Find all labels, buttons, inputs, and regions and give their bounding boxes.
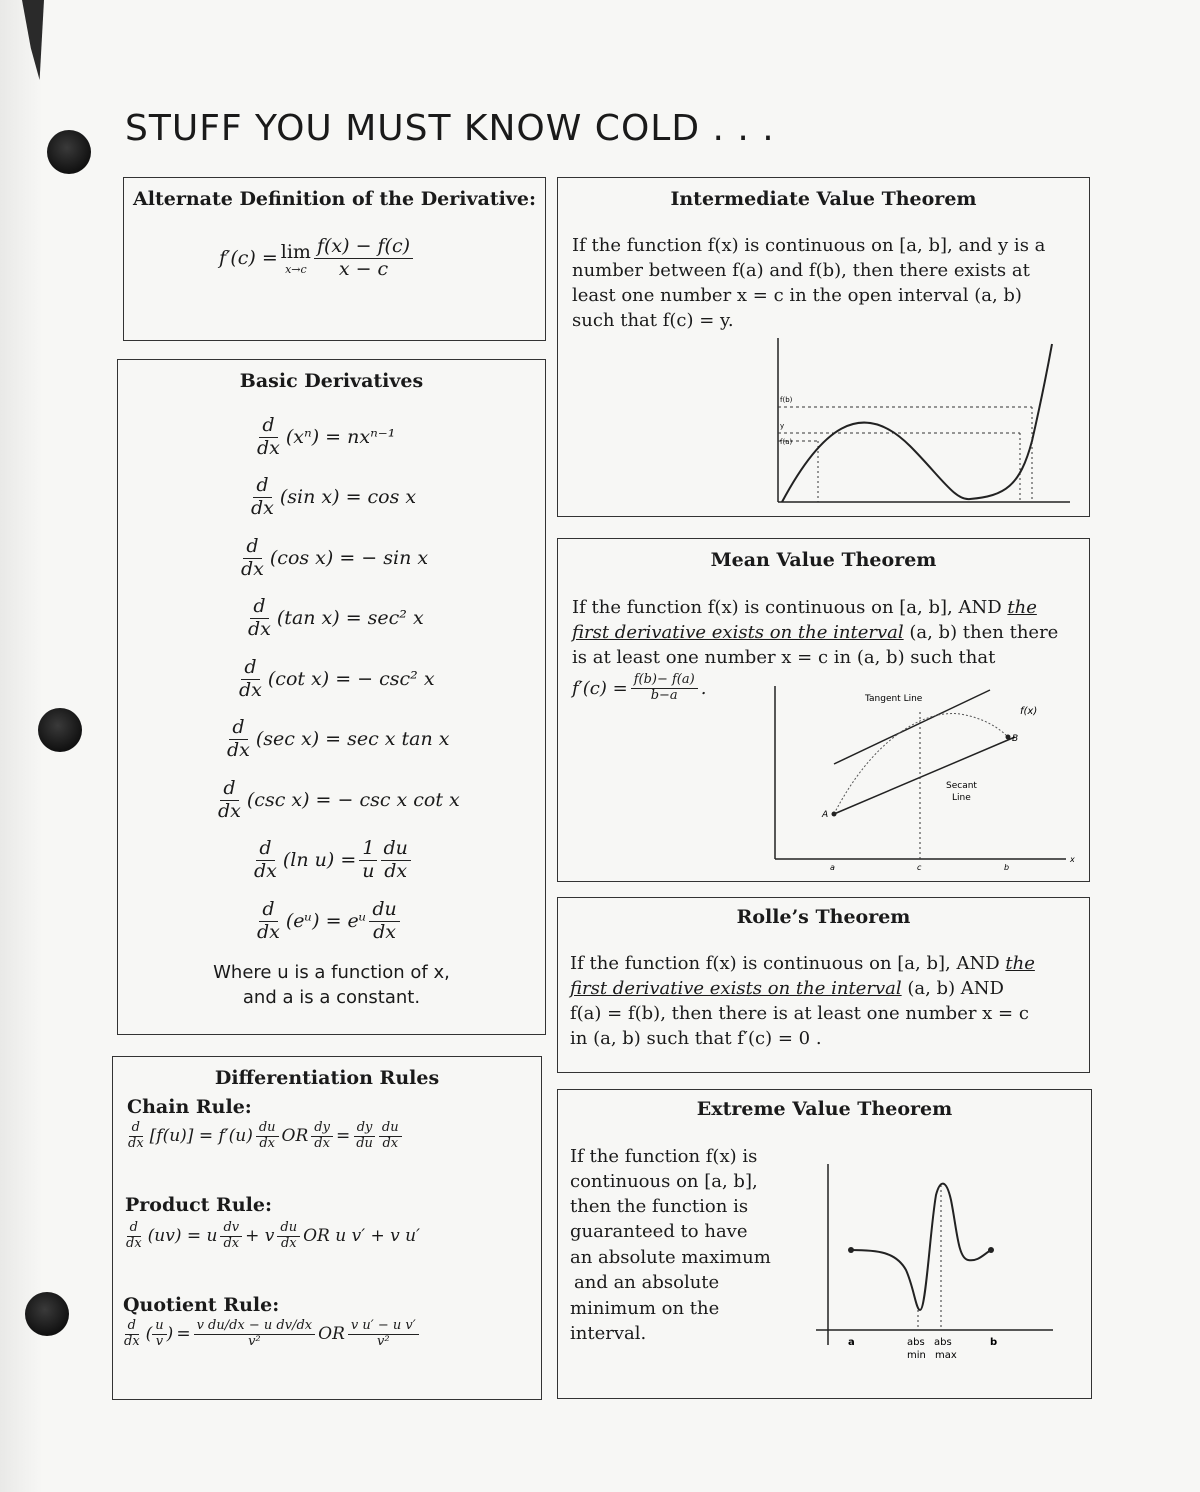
rolle-line-3: f(a) = f(b), then there is at least one number x = c xyxy=(570,1003,1029,1024)
diff-rules-box xyxy=(112,1056,542,1400)
lim-operator xyxy=(281,241,311,276)
deriv-power: $\frac{d}{dx}$ (xⁿ) = nxⁿ⁻¹ xyxy=(257,414,396,459)
secant-label-2: Line xyxy=(952,793,971,803)
evt-a-label: a xyxy=(848,1337,855,1348)
rolle-box xyxy=(557,897,1090,1073)
punch-hole-top xyxy=(47,130,91,174)
evt-line-3: then the function is xyxy=(570,1196,749,1217)
deriv-cot: $\frac{d}{dx}$ (cot x) = − csc² x xyxy=(239,656,435,701)
diff-rules-heading: Differentiation Rules xyxy=(214,1067,440,1089)
lim-subscript: x→c xyxy=(285,262,307,276)
mvt-line-2: first derivative exists on the interval (a, b) then there xyxy=(572,622,1059,643)
ivt-line-2: number between f(a) and f(b), then there exists at xyxy=(572,260,1030,281)
deriv-cos: $\frac{d}{dx}$ (cos x) = − sin x xyxy=(241,535,429,580)
basic-note-1: Where u is a function of x, xyxy=(213,962,450,983)
mvt-x-label: x xyxy=(1070,855,1075,864)
ivt-line-1: If the function f(x) is continuous on [a, b], and y is a xyxy=(572,235,1046,256)
alt-definition-heading: Alternate Definition of the Derivative: xyxy=(133,188,536,210)
mvt-box xyxy=(557,538,1090,882)
punch-hole-bottom xyxy=(25,1292,69,1336)
ivt-box xyxy=(557,177,1090,517)
evt-box xyxy=(557,1089,1092,1399)
evt-left-endpoint xyxy=(848,1247,854,1253)
evt-line-8: interval. xyxy=(570,1323,647,1344)
ivt-curve xyxy=(782,344,1052,502)
deriv-ln: $\frac{d}{dx}$ (ln u) = $\frac{1}{u}$ $\frac{du}{dx}$ xyxy=(251,838,411,883)
deriv-sec: $\frac{d}{dx}$ (sec x) = sec x tan x xyxy=(227,716,450,761)
chain-rule-label: Chain Rule: xyxy=(127,1096,252,1118)
basic-derivatives-heading: Basic Derivatives xyxy=(239,370,424,392)
evt-line-6: and an absolute xyxy=(574,1272,720,1293)
evt-line-2: continuous on [a, b], xyxy=(570,1171,758,1192)
evt-line-1: If the function f(x) is xyxy=(570,1146,758,1167)
mvt-formula: f′(c) = $\frac{f(b)- f(a)}{b-a}$ . xyxy=(572,672,707,703)
tangent-label: Tangent Line xyxy=(865,694,923,704)
evt-curve xyxy=(851,1184,991,1310)
secant-label-1: Secant xyxy=(946,781,977,791)
evt-line-5: an absolute maximum xyxy=(570,1247,771,1268)
diff-quotient-den: x − c xyxy=(338,257,389,280)
rolle-line-1: If the function f(x) is continuous on [a, b], AND the xyxy=(570,953,1035,974)
basic-note-2: and a is a constant. xyxy=(242,987,421,1008)
difference-quotient xyxy=(314,236,413,281)
basic-derivatives-box xyxy=(117,359,546,1035)
ivt-line-3: least one number x = c in the open interval (a, b) xyxy=(572,285,1022,306)
evt-b-label: b xyxy=(990,1337,998,1348)
fx-label: f(x) xyxy=(1020,706,1038,717)
deriv-exp: $\frac{d}{dx}$ (eᵘ) = eᵘ $\frac{du}{dx}$ xyxy=(254,899,400,944)
evt-abs-label-1: abs xyxy=(907,1337,925,1348)
point-b xyxy=(1006,735,1011,740)
rolle-line-2: first derivative exists on the interval (a, b) AND xyxy=(570,978,1004,999)
ivt-y-label: y xyxy=(780,422,785,430)
secant-line xyxy=(834,737,1015,814)
diff-quotient-num: f(x) − f(c) xyxy=(314,236,413,259)
a-point-label: A xyxy=(822,810,829,820)
ivt-line-4: such that f(c) = y. xyxy=(572,310,734,331)
lim-text: lim xyxy=(280,240,311,263)
product-rule-formula: $\frac{d}{dx}$ (uv) = u $\frac{dv}{dx}$ + v $\frac{du}{dx}$ OR u v′ + v u′ xyxy=(126,1220,420,1251)
quotient-rule-formula: $\frac{d}{dx}$ ( $\frac{u}{v}$ ) = $\frac{\text{v du/dx − u dv/dx}}{\text{v²}}$ OR $\frac{\text{v u′ − u v′}}{\text{v²}}$ xyxy=(121,1319,419,1350)
evt-min-label: min xyxy=(907,1350,926,1361)
alt-definition-formula xyxy=(219,236,413,281)
evt-line-7: minimum on the xyxy=(570,1298,720,1319)
ivt-graph xyxy=(770,336,1080,511)
alt-def-lhs: f′(c) = xyxy=(219,247,278,270)
mvt-b-tick: b xyxy=(1004,863,1010,872)
product-rule-label: Product Rule: xyxy=(125,1194,272,1216)
ivt-fa-label: f(a) xyxy=(780,438,793,446)
mvt-curve xyxy=(834,714,1008,814)
mvt-graph xyxy=(770,684,1085,874)
mvt-a-tick: a xyxy=(830,863,835,872)
page-title: STUFF YOU MUST KNOW COLD . . . xyxy=(125,108,775,149)
mvt-line-1: If the function f(x) is continuous on [a, b], AND the xyxy=(572,597,1037,618)
evt-abs-label-2: abs xyxy=(934,1337,952,1348)
evt-max-label: max xyxy=(935,1350,957,1361)
deriv-tan: $\frac{d}{dx}$ (tan x) = sec² x xyxy=(248,595,424,640)
punch-hole-middle xyxy=(38,708,82,752)
mvt-c-tick: c xyxy=(917,863,922,872)
chain-rule-formula: $\frac{d}{dx}$ [f(u)] = f′(u) $\frac{du}{dx}$ OR $\frac{dy}{dx}$ = $\frac{dy}{du}$ $\frac{du}{dx}$ xyxy=(125,1121,402,1152)
mvt-heading: Mean Value Theorem xyxy=(710,549,937,571)
ivt-fb-label: f(b) xyxy=(780,396,793,404)
rolle-line-4: in (a, b) such that f′(c) = 0 . xyxy=(570,1028,822,1049)
evt-right-endpoint xyxy=(988,1247,994,1253)
quotient-rule-label: Quotient Rule: xyxy=(123,1294,280,1316)
page-margin xyxy=(0,0,42,1492)
mvt-line-3: is at least one number x = c in (a, b) such that xyxy=(572,647,996,668)
alt-definition-box xyxy=(123,177,546,341)
evt-line-4: guaranteed to have xyxy=(570,1221,748,1242)
ivt-heading: Intermediate Value Theorem xyxy=(670,188,977,210)
deriv-sin: $\frac{d}{dx}$ (sin x) = cos x xyxy=(251,474,417,519)
evt-graph xyxy=(808,1160,1058,1375)
evt-heading: Extreme Value Theorem xyxy=(696,1098,953,1120)
deriv-csc: $\frac{d}{dx}$ (csc x) = − csc x cot x xyxy=(218,777,460,822)
point-a xyxy=(832,812,837,817)
rolle-heading: Rolle’s Theorem xyxy=(736,906,911,928)
b-point-label: B xyxy=(1012,734,1019,744)
